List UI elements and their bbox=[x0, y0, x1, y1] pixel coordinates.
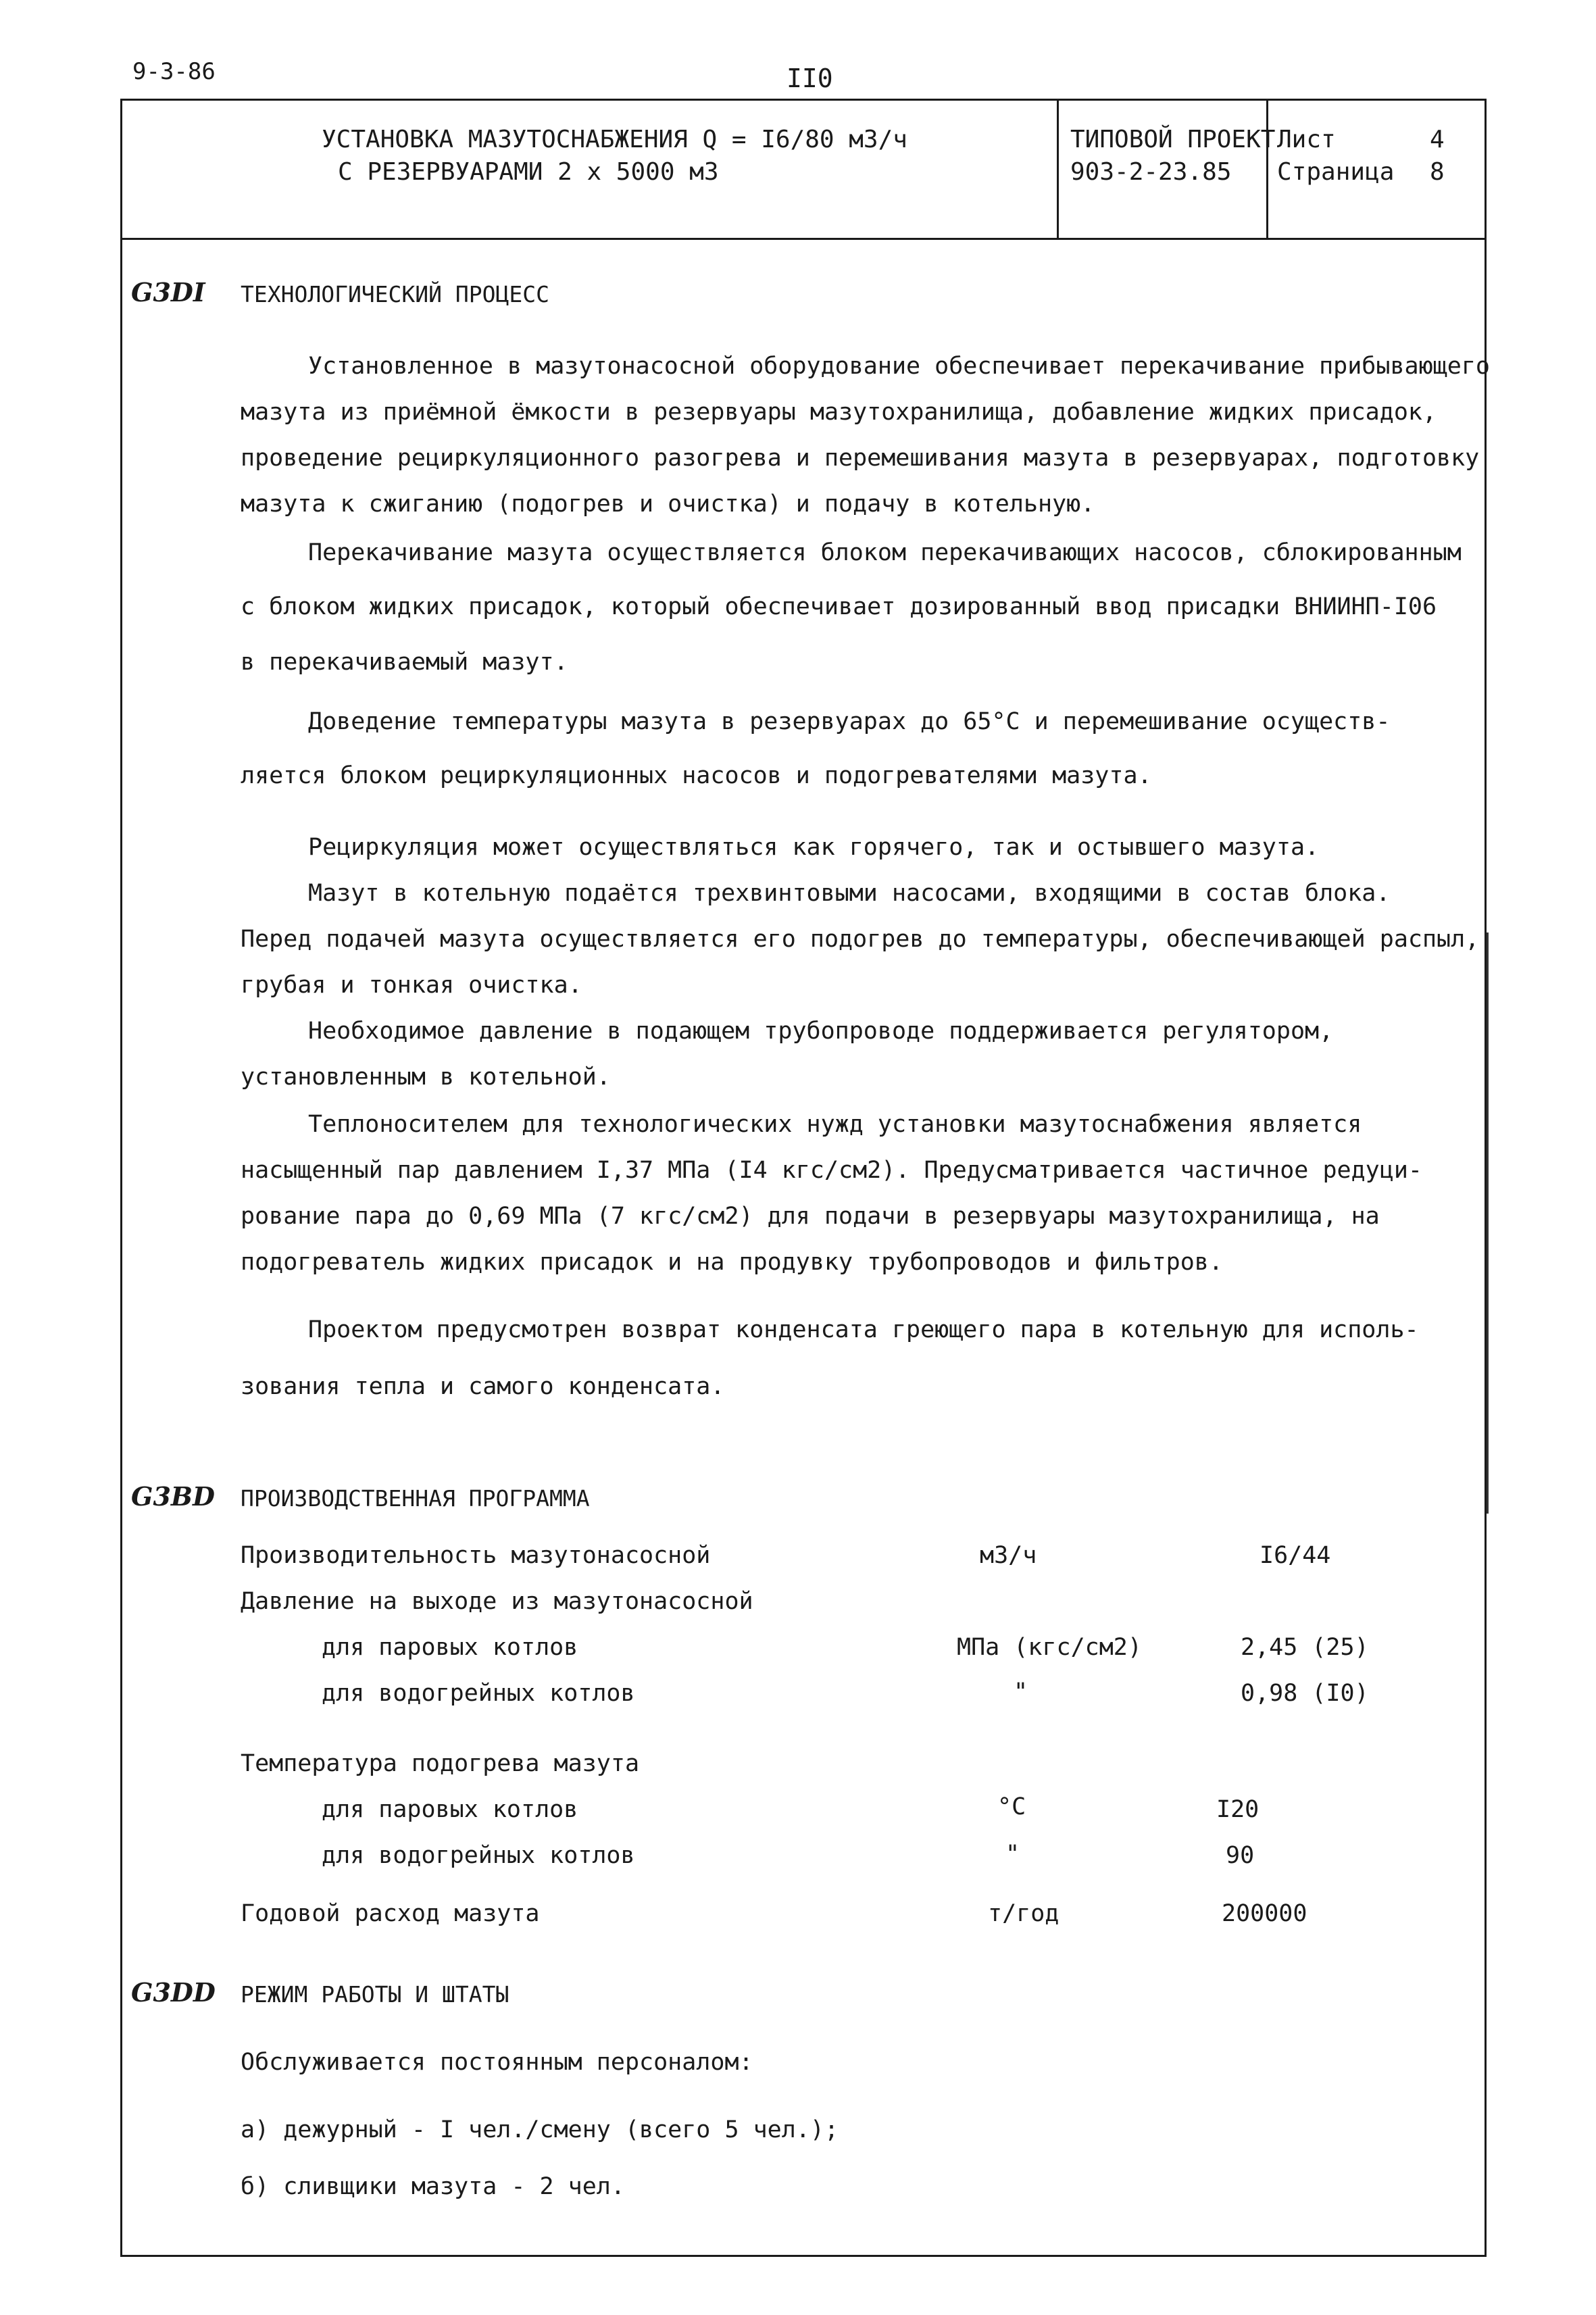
section-code-process: G3DI bbox=[131, 277, 205, 307]
program-row-label: для водогрейных котлов bbox=[322, 1842, 635, 1869]
section-title-program: ПРОИЗВОДСТВЕННАЯ ПРОГРАММА bbox=[241, 1485, 590, 1512]
program-row-value: 0,98 (I0) bbox=[1241, 1680, 1369, 1707]
process-line: рование пара до 0,69 МПа (7 кгс/см2) для подачи в резервуары мазутохранилища, на bbox=[241, 1203, 1380, 1230]
program-row-value: 200000 bbox=[1222, 1900, 1307, 1927]
header-title-line1: УСТАНОВКА МАЗУТОСНАБЖЕНИЯ Q = I6/80 м3/ч bbox=[322, 126, 907, 153]
page-label: Страница bbox=[1277, 158, 1395, 186]
process-line: мазута из приёмной ёмкости в резервуары мазутохранилища, добавление жидких присадок, bbox=[241, 399, 1437, 426]
program-row-label: для водогрейных котлов bbox=[322, 1680, 635, 1707]
program-row-unit: т/год bbox=[988, 1900, 1059, 1927]
sheet-label: Лист bbox=[1277, 126, 1336, 153]
header-col-divider-2 bbox=[1266, 99, 1268, 239]
program-row-label: для паровых котлов bbox=[322, 1634, 578, 1661]
program-row-label: для паровых котлов bbox=[322, 1796, 578, 1823]
process-line: Перед подачей мазута осуществляется его подогрев до температуры, обеспечивающей распыл, bbox=[241, 926, 1480, 953]
process-line: Рециркуляция может осуществляться как горячего, так и остывшего мазута. bbox=[308, 834, 1320, 861]
process-line: ляется блоком рециркуляционных насосов и подогревателями мазута. bbox=[241, 762, 1152, 789]
page-number: II0 bbox=[787, 64, 833, 93]
program-row-unit: " bbox=[1014, 1678, 1028, 1706]
program-row-label: Годовой расход мазута bbox=[241, 1900, 540, 1927]
process-line: Теплоносителем для технологических нужд установки мазутоснабжения является bbox=[308, 1111, 1362, 1138]
process-line: установленным в котельной. bbox=[241, 1064, 611, 1091]
program-row-unit: °С bbox=[997, 1793, 1026, 1820]
program-row-value: 2,45 (25) bbox=[1241, 1634, 1369, 1661]
process-line: Доведение температуры мазута в резервуарах до 65°С и перемешивание осуществ- bbox=[308, 708, 1391, 735]
header-divider bbox=[120, 238, 1487, 240]
margin-mark bbox=[1487, 932, 1489, 1514]
process-line: в перекачиваемый мазут. bbox=[241, 649, 568, 676]
header-col-divider-1 bbox=[1057, 99, 1059, 239]
staff-line: б) сливщики мазута - 2 чел. bbox=[241, 2173, 625, 2200]
document-code: 9-3-86 bbox=[132, 58, 216, 85]
sheet-value: 4 bbox=[1430, 126, 1445, 153]
process-line: Установленное в мазутонасосной оборудование обеспечивает перекачивание прибывающего bbox=[308, 353, 1490, 380]
process-line: Проектом предусмотрен возврат конденсата греющего пара в котельную для исполь- bbox=[308, 1316, 1419, 1343]
program-row-value: I20 bbox=[1216, 1796, 1260, 1823]
process-line: зования тепла и самого конденсата. bbox=[241, 1373, 725, 1400]
section-title-process: ТЕХНОЛОГИЧЕСКИЙ ПРОЦЕСС bbox=[241, 281, 549, 307]
header-title-line2: С РЕЗЕРВУАРАМИ 2 x 5000 м3 bbox=[338, 158, 719, 186]
process-line: Необходимое давление в подающем трубопроводе поддерживается регулятором, bbox=[308, 1018, 1334, 1045]
process-line: с блоком жидких присадок, который обеспечивает дозированный ввод присадки ВНИИНП-I06 bbox=[241, 593, 1437, 620]
section-title-staff: РЕЖИМ РАБОТЫ И ШТАТЫ bbox=[241, 1981, 509, 2008]
program-row-value: 90 bbox=[1226, 1842, 1255, 1869]
process-line: Перекачивание мазута осуществляется блоком перекачивающих насосов, сблокированным bbox=[308, 539, 1462, 566]
program-row-value: I6/44 bbox=[1260, 1542, 1331, 1569]
page-value: 8 bbox=[1430, 158, 1445, 186]
process-line: насыщенный пар давлением I,37 МПа (I4 кгс/см2). Предусматривается частичное редуци- bbox=[241, 1157, 1422, 1184]
program-row-label: Температура подогрева мазута bbox=[241, 1750, 640, 1777]
program-row-unit: МПа (кгс/см2) bbox=[957, 1634, 1142, 1661]
project-label: ТИПОВОЙ ПРОЕКТ bbox=[1070, 126, 1276, 153]
process-line: грубая и тонкая очистка. bbox=[241, 972, 582, 999]
program-row-unit: м3/ч bbox=[980, 1542, 1037, 1569]
program-row-label: Производительность мазутонасосной bbox=[241, 1542, 711, 1569]
program-row-label: Давление на выходе из мазутонасосной bbox=[241, 1588, 753, 1615]
staff-line: а) дежурный - I чел./смену (всего 5 чел.); bbox=[241, 2116, 839, 2143]
process-line: подогреватель жидких присадок и на продувку трубопроводов и фильтров. bbox=[241, 1249, 1223, 1276]
section-code-program: G3BD bbox=[131, 1481, 215, 1512]
process-line: Мазут в котельную подаётся трехвинтовыми насосами, входящими в состав блока. bbox=[308, 880, 1391, 907]
section-code-staff: G3DD bbox=[131, 1977, 216, 2008]
process-line: проведение рециркуляционного разогрева и перемешивания мазута в резервуарах, подготовку bbox=[241, 445, 1480, 472]
project-number: 903-2-23.85 bbox=[1070, 158, 1232, 186]
process-line: мазута к сжиганию (подогрев и очистка) и подачу в котельную. bbox=[241, 491, 1095, 518]
program-row-unit: " bbox=[1005, 1841, 1020, 1868]
staff-line: Обслуживается постоянным персоналом: bbox=[241, 2049, 753, 2076]
